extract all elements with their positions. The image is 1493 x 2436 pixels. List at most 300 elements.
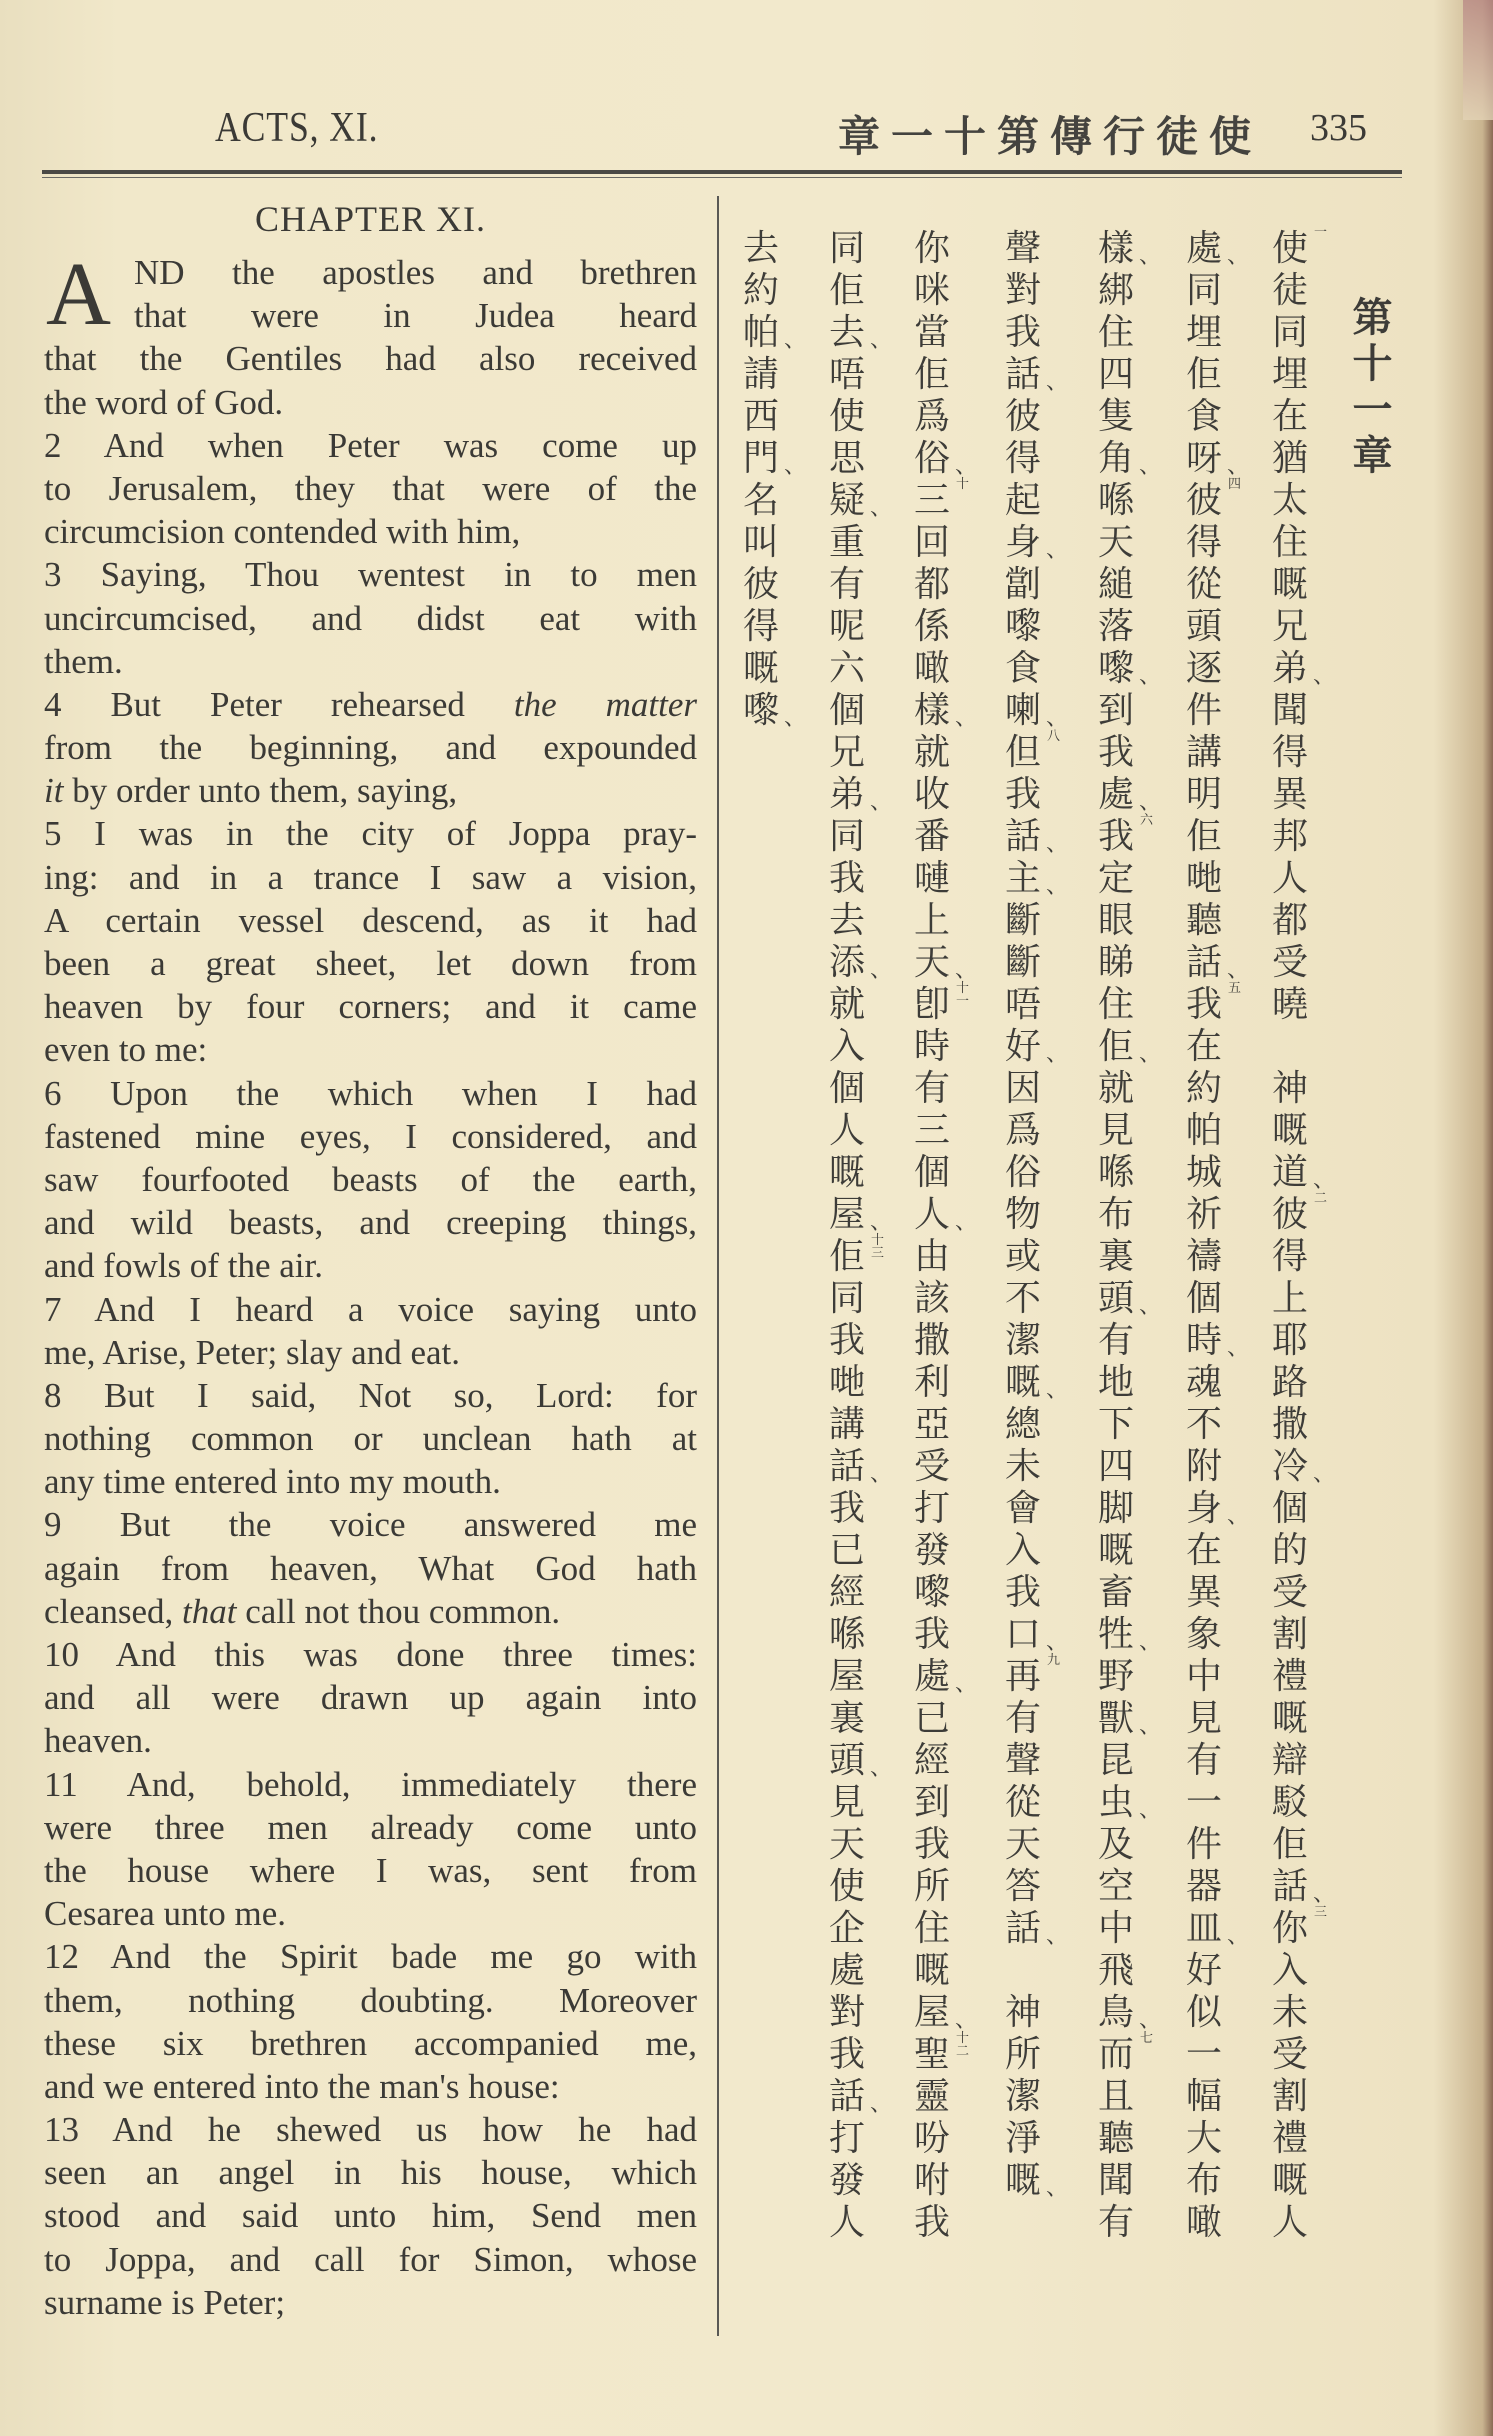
chinese-character: 同 <box>828 1278 865 1319</box>
chinese-character: 但 <box>1004 732 1041 773</box>
chinese-character: 受 <box>1271 942 1308 983</box>
chinese-character: 禮 <box>1271 2118 1308 2159</box>
chinese-character: 咪 <box>913 270 950 311</box>
chinese-character: 會 <box>1004 1488 1041 1529</box>
chinese-character: 天 <box>1097 522 1134 563</box>
chinese-character: 駁 <box>1271 1782 1308 1823</box>
text-line <box>44 1676 697 1719</box>
text-segment: ing: and in a trance I saw a vision, <box>44 857 697 897</box>
chinese-character: 裏 <box>828 1698 865 1739</box>
chinese-character: 入 <box>828 1026 865 1067</box>
text-segment: A certain vessel descend, as it had <box>44 900 697 940</box>
chinese-character: 住 <box>1271 522 1308 563</box>
chinese-character: 埋 <box>1185 312 1222 353</box>
chinese-character: 弟 <box>828 774 865 815</box>
chinese-character: 眼 <box>1097 900 1134 941</box>
text-segment: fastened mine eyes, I considered, and <box>44 1116 697 1156</box>
text-segment: 10 And this was done three times: <box>44 1635 697 1674</box>
text-segment: from the beginning, and expounded <box>44 728 697 768</box>
chinese-character: 哋 <box>1185 858 1222 899</box>
chinese-character: 經 <box>828 1572 865 1613</box>
chinese-character: 我 <box>1004 774 1041 815</box>
chinese-character: 再 <box>1004 1656 1041 1697</box>
chinese-character: 處 <box>913 1656 950 1697</box>
chinese-character: 佢 <box>1271 1824 1308 1865</box>
chinese-character: 太 <box>1271 480 1308 521</box>
chinese-column: 一 使 徒 同 埋 在 猶 太 住 嘅 兄 弟 、 聞 得 異 邦 人 都 受 曉 神 嘅 道 、 二 彼 得 上 耶 路 撒 冷 、 個 的 受 割 禮 嘅 辯 駁 佢 話 、 三 你 入 未 受 割 禮 嘅 人 <box>1268 228 1312 2244</box>
chinese-character: 神 <box>1271 1068 1308 1109</box>
chinese-character: 處 <box>828 1950 865 1991</box>
chinese-character: 辯 <box>1271 1740 1308 1781</box>
chinese-character: 角 <box>1097 438 1134 479</box>
chinese-character: 未 <box>1004 1446 1041 1487</box>
chinese-character: 使 <box>1271 228 1308 269</box>
text-segment: even to me: <box>44 1030 208 1070</box>
chinese-character: 天 <box>828 1824 865 1865</box>
text-segment: nothing common or unclean hath at <box>44 1419 697 1459</box>
chinese-column: 去 約 帕 、 請 西 門 、 名 叫 彼 得 嘅 嚟 、 <box>739 228 783 732</box>
chinese-character: 打 <box>913 1488 950 1529</box>
text-line <box>44 726 697 769</box>
text-segment: call not thou common. <box>236 1591 561 1631</box>
chinese-character: 件 <box>1185 690 1222 731</box>
header-rule <box>42 170 1402 174</box>
chinese-character: 四 <box>1097 354 1134 395</box>
chinese-character: 一 <box>1185 1782 1222 1823</box>
chinese-character: 撒 <box>1271 1404 1308 1445</box>
chinese-character: 處 <box>1185 228 1222 269</box>
chinese-character: 中 <box>1097 1908 1134 1949</box>
chinese-character: 入 <box>1271 1950 1308 1991</box>
chinese-character: 魂 <box>1185 1362 1222 1403</box>
text-segment: any time entered into my mouth. <box>44 1462 501 1502</box>
text-segment: 3 Saying, Thou wentest in to men <box>44 555 697 595</box>
chinese-character: 亞 <box>913 1404 950 1445</box>
chinese-character: 你 <box>913 228 950 269</box>
chinese-character: 同 <box>1185 270 1222 311</box>
text-line <box>44 1288 697 1331</box>
text-segment: again from heaven, What God hath <box>44 1548 697 1588</box>
chinese-character: 所 <box>1004 2034 1041 2075</box>
chinese-character: 個 <box>828 690 865 731</box>
chinese-character: 斷 <box>1004 900 1041 941</box>
chinese-character: 我 <box>828 2034 865 2075</box>
chinese-character: 喺 <box>1097 480 1134 521</box>
chinese-character: 我 <box>913 1824 950 1865</box>
chinese-character: 由 <box>913 1236 950 1277</box>
text-line <box>44 856 697 899</box>
chinese-character: 到 <box>913 1782 950 1823</box>
chinese-character: 話 <box>1004 816 1041 857</box>
chinese-character: 在 <box>1185 1530 1222 1571</box>
text-line <box>44 1201 697 1244</box>
chinese-character: 路 <box>1271 1362 1308 1403</box>
chinese-character: 約 <box>742 270 779 311</box>
chinese-character: 人 <box>828 1110 865 1151</box>
chinese-character: 思 <box>828 438 865 479</box>
column-divider <box>717 196 719 2336</box>
chinese-character: 脚 <box>1097 1488 1134 1529</box>
chinese-character: 我 <box>1185 984 1222 1025</box>
text-segment: were three men already come unto <box>44 1807 697 1847</box>
chinese-character: 在 <box>1185 1026 1222 1067</box>
chinese-character: 食 <box>1004 648 1041 689</box>
chinese-character: 上 <box>913 900 950 941</box>
chinese-character: 話 <box>1004 354 1041 395</box>
chinese-character: 咐 <box>913 2160 950 2201</box>
chinese-character: 嘅 <box>1271 2160 1308 2201</box>
chinese-character: 牲 <box>1097 1614 1134 1655</box>
chinese-character: 同 <box>828 816 865 857</box>
chinese-character: 個 <box>828 1068 865 1109</box>
chinese-character: 野 <box>1097 1656 1134 1697</box>
page-edge-stain <box>1463 0 1493 120</box>
chinese-character: 喇 <box>1004 690 1041 731</box>
chinese-character: 天 <box>913 942 950 983</box>
text-line <box>44 1460 697 1503</box>
text-segment: 6 Upon the which when I had <box>44 1073 697 1113</box>
chinese-character: 嘅 <box>1271 1698 1308 1739</box>
chinese-character: 入 <box>1004 1530 1041 1571</box>
chinese-character: 處 <box>1097 774 1134 815</box>
chinese-character: 總 <box>1004 1404 1041 1445</box>
chinese-character: 在 <box>1271 396 1308 437</box>
chinese-column: 處 、 同 埋 佢 食 呀 、 四 彼 得 從 頭 逐 件 講 明 佢 哋 聽 話 、 五 我 在 約 帕 城 祈 禱 個 時 、 魂 不 附 身 、 在 異 象 中 見 有 一 件 器 皿 、 好 似 一 幅 大 布 噉 <box>1182 228 1226 2244</box>
chinese-character: 有 <box>913 1068 950 1109</box>
chinese-character: 時 <box>1185 1320 1222 1361</box>
chinese-character: 聽 <box>1185 900 1222 941</box>
text-segment: to Jerusalem, they that were of the <box>44 468 697 508</box>
chinese-character: 企 <box>828 1908 865 1949</box>
chinese-character: 屋 <box>828 1656 865 1697</box>
chinese-character: 卽 <box>913 984 950 1025</box>
chinese-character: 嘅 <box>1004 1362 1041 1403</box>
chinese-character: 不 <box>1004 1278 1041 1319</box>
text-segment: 4 But Peter rehearsed <box>44 684 514 724</box>
text-line <box>44 1331 697 1374</box>
chinese-character: 佢 <box>1097 1026 1134 1067</box>
text-segment: saw fourfooted beasts of the earth, <box>44 1159 697 1199</box>
chinese-character: 禮 <box>1271 1656 1308 1697</box>
text-line <box>44 1028 697 1071</box>
chinese-character: 見 <box>1097 1110 1134 1151</box>
chinese-character: 俗 <box>913 438 950 479</box>
text-line <box>44 251 697 294</box>
italic-text: it <box>44 771 64 811</box>
chinese-character: 好 <box>1185 1950 1222 1991</box>
chinese-character: 話 <box>1185 942 1222 983</box>
text-segment: by order unto them, saying, <box>63 771 458 811</box>
chinese-character: 受 <box>1271 2034 1308 2075</box>
chinese-character: 而 <box>1097 2034 1134 2075</box>
chinese-character: 食 <box>1185 396 1222 437</box>
chinese-character: 已 <box>828 1530 865 1571</box>
chinese-character: 佢 <box>913 354 950 395</box>
chinese-character: 因 <box>1004 1068 1041 1109</box>
chinese-character: 逐 <box>1185 648 1222 689</box>
chinese-character: 都 <box>913 564 950 605</box>
chinese-character: 嘅 <box>1271 1110 1308 1151</box>
chinese-character: 人 <box>1271 2202 1308 2243</box>
chinese-character: 附 <box>1185 1446 1222 1487</box>
chinese-character: 聞 <box>1097 2160 1134 2201</box>
chinese-character: 有 <box>828 564 865 605</box>
chinese-character: 象 <box>1185 1614 1222 1655</box>
chinese-character: 得 <box>1185 522 1222 563</box>
chinese-character: 話 <box>1004 1908 1041 1949</box>
text-line <box>44 1115 697 1158</box>
chinese-character: 佢 <box>828 270 865 311</box>
text-segment: them. <box>44 641 123 681</box>
chinese-character: 聖 <box>913 2034 950 2075</box>
text-segment: and wild beasts, and creeping things, <box>44 1203 697 1243</box>
chinese-character: 斷 <box>1004 942 1041 983</box>
chinese-character: 利 <box>913 1362 950 1403</box>
text-segment: 11 And, behold, immediately there <box>44 1764 697 1804</box>
chinese-character: 帕 <box>742 312 779 353</box>
chinese-character: 嚟 <box>913 1572 950 1613</box>
text-segment: Cesarea unto me. <box>44 1894 286 1934</box>
text-line <box>44 1719 697 1762</box>
chinese-character: 虫 <box>1097 1782 1134 1823</box>
chinese-character: 個 <box>913 1152 950 1193</box>
chinese-character: 幅 <box>1185 2076 1222 2117</box>
chinese-character: 樣 <box>913 690 950 731</box>
chinese-character: 器 <box>1185 1866 1222 1907</box>
chinese-character: 綁 <box>1097 270 1134 311</box>
chinese-character: 使 <box>828 396 865 437</box>
text-segment: uncircumcised, and didst eat with <box>44 598 697 638</box>
text-segment: circumcision contended with him, <box>44 512 521 552</box>
chinese-character: 有 <box>1097 2202 1134 2243</box>
chinese-character: 俗 <box>1004 1152 1041 1193</box>
chinese-character: 嘅 <box>1097 1530 1134 1571</box>
chinese-character: 去 <box>828 312 865 353</box>
chinese-character: 喺 <box>828 1614 865 1655</box>
chinese-character: 佢 <box>1185 354 1222 395</box>
text-segment: heaven by four corners; and it came <box>44 987 697 1027</box>
chinese-character: 請 <box>742 354 779 395</box>
chinese-character: 回 <box>913 522 950 563</box>
chinese-character: 從 <box>1185 564 1222 605</box>
chinese-character: 約 <box>1185 1068 1222 1109</box>
chinese-character: 身 <box>1004 522 1041 563</box>
chinese-character: 空 <box>1097 1866 1134 1907</box>
chinese-character: 當 <box>913 312 950 353</box>
text-segment: and we entered into the man's house: <box>44 2066 560 2106</box>
text-line <box>44 1244 697 1287</box>
chinese-character: 頭 <box>1097 1278 1134 1319</box>
text-line <box>44 1633 697 1676</box>
chinese-character: 好 <box>1004 1026 1041 1067</box>
text-segment: the house where I was, sent from <box>44 1850 697 1890</box>
chinese-character: 及 <box>1097 1824 1134 1865</box>
chinese-character: 劏 <box>1004 564 1041 605</box>
english-text-column <box>44 245 697 2324</box>
chinese-character: 樣 <box>1097 228 1134 269</box>
chinese-character: 皿 <box>1185 1908 1222 1949</box>
chinese-character: 有 <box>1185 1740 1222 1781</box>
chinese-character: 屋 <box>828 1194 865 1235</box>
chinese-character: 嘅 <box>913 1950 950 1991</box>
chinese-character: 有 <box>1004 1698 1041 1739</box>
text-line <box>44 1806 697 1849</box>
chinese-character: 到 <box>1097 690 1134 731</box>
chinese-character: 得 <box>1004 438 1041 479</box>
chinese-character: 打 <box>828 2118 865 2159</box>
chinese-character: 天 <box>1004 1824 1041 1865</box>
chinese-character: 就 <box>828 984 865 1025</box>
chinese-character: 同 <box>1271 312 1308 353</box>
text-segment: 12 And the Spirit bade me go with <box>44 1937 697 1977</box>
text-line <box>44 683 697 726</box>
chinese-character: 起 <box>1004 480 1041 521</box>
chinese-character: 呢 <box>828 606 865 647</box>
chinese-character: 一 <box>1185 2034 1222 2075</box>
chinese-character: 番 <box>913 816 950 857</box>
chinese-column: 聲 對 我 話 、 彼 得 起 身 、 劏 嚟 食 喇 、 八 但 我 話 、 主 、 斷 斷 唔 好 、 因 爲 俗 物 或 不 潔 嘅 、 總 未 會 入 我 口 、 九 再 有 聲 從 天 答 話 、 神 所 潔 淨 嘅 、 <box>1001 228 1045 2202</box>
chinese-character: 住 <box>1097 312 1134 353</box>
text-line <box>44 1417 697 1460</box>
chinese-character: 冷 <box>1271 1446 1308 1487</box>
chinese-character: 去 <box>828 900 865 941</box>
italic-text: the matter <box>513 684 697 724</box>
chinese-character: 睇 <box>1097 942 1134 983</box>
text-line <box>44 553 697 596</box>
chinese-column: 樣 、 綁 住 四 隻 角 、 喺 天 縋 落 嚟 、 到 我 處 、 六 我 定 眼 睇 住 佢 、 就 見 喺 布 裏 頭 、 有 地 下 四 脚 嘅 畜 牲 、 野 獸 、 昆 虫 、 及 空 中 飛 鳥 、 七 而 且 聽 聞 有 <box>1094 228 1138 2244</box>
text-segment: and all were drawn up again into <box>44 1678 697 1718</box>
chinese-character: 人 <box>1271 858 1308 899</box>
text-line <box>44 1935 697 1978</box>
chinese-character: 布 <box>1097 1194 1134 1235</box>
chinese-character: 六 <box>828 648 865 689</box>
text-line <box>44 294 697 337</box>
chinese-character: 發 <box>913 1530 950 1571</box>
chinese-column: 同 佢 去 、 唔 使 思 疑 、 重 有 呢 六 個 兄 弟 、 同 我 去 添 、 就 入 個 人 嘅 屋 、 十三 佢 同 我 哋 講 話 、 我 已 經 喺 屋 裏 頭 、 見 天 使 企 處 對 我 話 、 打 發 人 <box>825 228 869 2244</box>
header-rule-thin <box>42 177 1402 178</box>
chinese-character: 縋 <box>1097 564 1134 605</box>
chinese-character: 主 <box>1004 858 1041 899</box>
chinese-character: 有 <box>1097 1320 1134 1361</box>
text-line <box>44 2065 697 2108</box>
text-line <box>44 597 697 640</box>
chinese-character: 邦 <box>1271 816 1308 857</box>
text-line <box>44 2194 697 2237</box>
chinese-character: 不 <box>1185 1404 1222 1445</box>
chinese-character: 異 <box>1271 774 1308 815</box>
chinese-character: 嘅 <box>1271 564 1308 605</box>
chinese-character: 四 <box>1097 1446 1134 1487</box>
chinese-character: 哋 <box>828 1362 865 1403</box>
text-segment: that were in Judea heard <box>134 296 697 336</box>
chinese-character: 我 <box>1097 816 1134 857</box>
text-line <box>44 337 697 380</box>
chinese-character: 道 <box>1271 1152 1308 1193</box>
chinese-character: 身 <box>1185 1488 1222 1529</box>
text-line <box>44 1503 697 1546</box>
chinese-character: 聞 <box>1271 690 1308 731</box>
chinese-character: 潔 <box>1004 2076 1041 2117</box>
chinese-character: 彼 <box>742 564 779 605</box>
chinese-character: 且 <box>1097 2076 1134 2117</box>
chinese-character: 嚟 <box>742 690 779 731</box>
text-segment: that the Gentiles had also received <box>44 339 697 379</box>
chinese-character: 人 <box>828 2202 865 2243</box>
text-line <box>44 467 697 510</box>
text-line <box>44 2281 697 2324</box>
chinese-character: 弟 <box>1271 648 1308 689</box>
chinese-character: 人 <box>913 1194 950 1235</box>
chinese-character: 見 <box>1185 1698 1222 1739</box>
chinese-character: 個 <box>1185 1278 1222 1319</box>
text-segment: 5 I was in the city of Joppa pray- <box>44 814 697 854</box>
text-segment: 8 But I said, Not so, Lord: for <box>44 1375 697 1415</box>
text-line <box>44 640 697 683</box>
chinese-character: 的 <box>1271 1530 1308 1571</box>
chinese-character: 佢 <box>1185 816 1222 857</box>
chinese-character: 所 <box>913 1866 950 1907</box>
text-segment: them, nothing doubting. Moreover <box>44 1980 697 2020</box>
chinese-character: 就 <box>1097 1068 1134 1109</box>
chinese-character: 門 <box>742 438 779 479</box>
chinese-character: 嚟 <box>1097 648 1134 689</box>
chinese-character: 話 <box>1271 1866 1308 1907</box>
chinese-character: 發 <box>828 2160 865 2201</box>
text-segment: the word of God. <box>44 382 284 422</box>
text-line <box>44 1590 697 1633</box>
text-line <box>44 424 697 467</box>
chinese-character: 聲 <box>1004 1740 1041 1781</box>
chinese-character: 係 <box>913 606 950 647</box>
chinese-character: 聽 <box>1097 2118 1134 2159</box>
chinese-column: 你 咪 當 佢 爲 俗 、 十 三 回 都 係 噉 樣 、 就 收 番 嗹 上 天 、 十一 卽 時 有 三 個 人 、 由 該 撒 利 亞 受 打 發 嚟 我 處 、 已 經 到 我 所 住 嘅 屋 、 十二 聖 靈 吩 咐 我 <box>910 228 954 2244</box>
chinese-character: 嚟 <box>1004 606 1041 647</box>
chinese-character: 你 <box>1271 1908 1308 1949</box>
chinese-character: 中 <box>1185 1656 1222 1697</box>
honorific-space <box>1001 1950 1045 1992</box>
chinese-character: 猶 <box>1271 438 1308 479</box>
chinese-character: 住 <box>1097 984 1134 1025</box>
text-line <box>44 1892 697 1935</box>
text-segment: heaven. <box>44 1721 152 1761</box>
chinese-character: 飛 <box>1097 1950 1134 1991</box>
chinese-character: 我 <box>828 858 865 899</box>
chinese-character: 我 <box>913 1614 950 1655</box>
text-segment: me, Arise, Peter; slay and eat. <box>44 1332 460 1372</box>
chinese-character: 重 <box>828 522 865 563</box>
chinese-character: 異 <box>1185 1572 1222 1613</box>
chinese-character: 鳥 <box>1097 1992 1134 2033</box>
chinese-character: 祈 <box>1185 1194 1222 1235</box>
chinese-character: 嘅 <box>742 648 779 689</box>
text-segment: 13 And he shewed us how he had <box>44 2110 697 2150</box>
chinese-character: 經 <box>913 1740 950 1781</box>
text-segment: seen an angel in his house, which <box>44 2153 697 2193</box>
chinese-character: 住 <box>913 1908 950 1949</box>
chinese-character: 或 <box>1004 1236 1041 1277</box>
chinese-character: 城 <box>1185 1152 1222 1193</box>
italic-text: that <box>181 1591 237 1631</box>
chinese-character: 見 <box>828 1782 865 1823</box>
chinese-character: 我 <box>828 1320 865 1361</box>
chinese-character: 都 <box>1271 900 1308 941</box>
chinese-character: 答 <box>1004 1866 1041 1907</box>
text-segment: these six brethren accompanied me, <box>44 2023 697 2063</box>
drop-cap: A <box>46 245 111 344</box>
text-line <box>44 812 697 855</box>
chinese-character: 定 <box>1097 858 1134 899</box>
chinese-character: 嘅 <box>828 1152 865 1193</box>
